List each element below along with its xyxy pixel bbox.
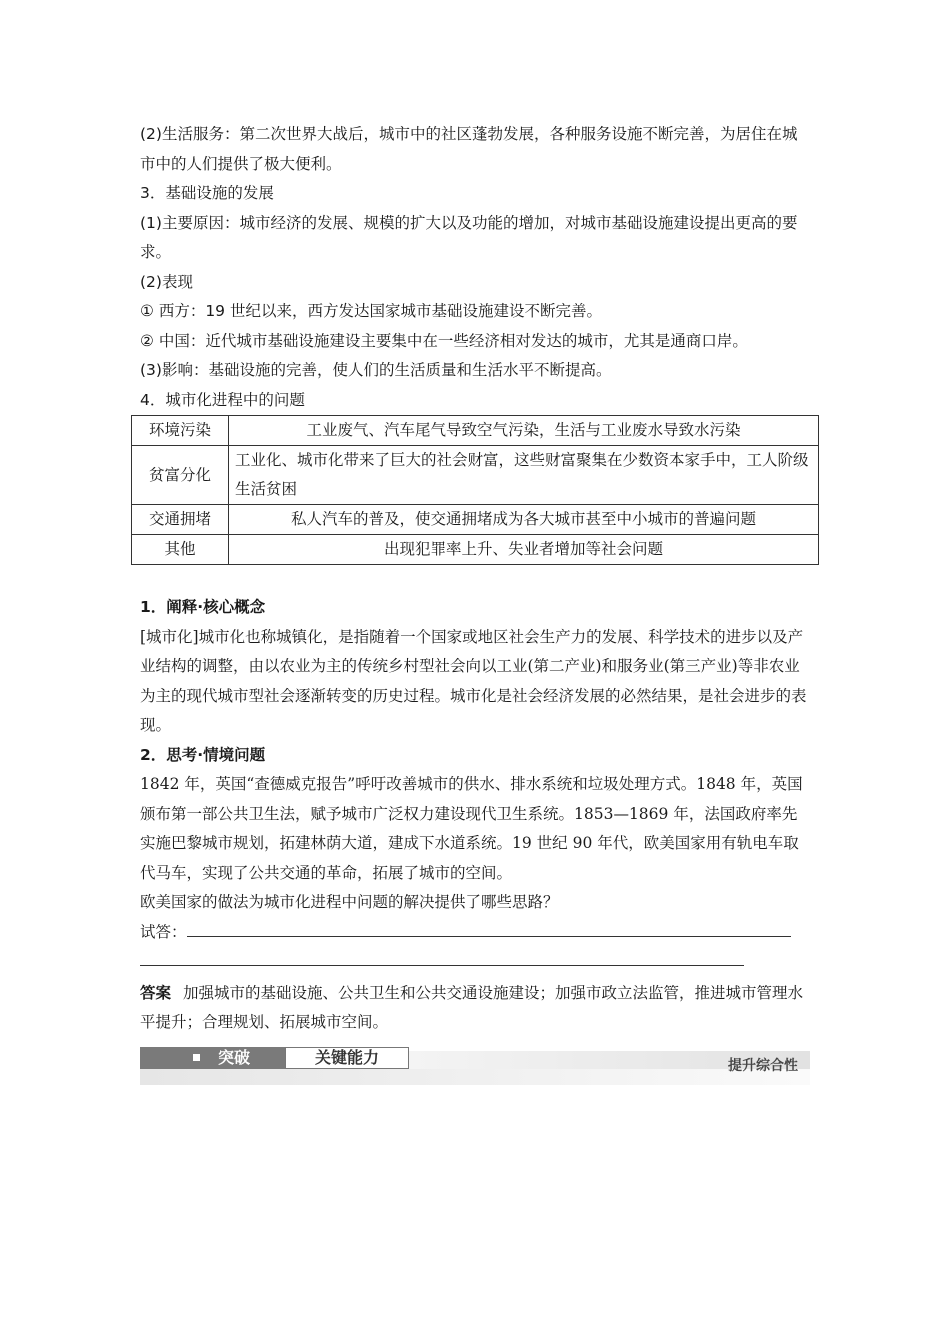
table-cell-value: 私人汽车的普及，使交通拥堵成为各大城市甚至中小城市的普遍问题 bbox=[229, 505, 819, 535]
table-cell-value: 出现犯罪率上升、失业者增加等社会问题 bbox=[229, 535, 819, 565]
square-bullet-icon bbox=[193, 1054, 200, 1061]
table-row bbox=[132, 446, 819, 505]
table-cell-value: 工业化、城市化带来了巨大的社会财富，这些财富聚集在少数资本家手中，工人阶级生活贫困 bbox=[229, 446, 819, 505]
paragraph-china: ② 中国：近代城市基础设施建设主要集中在一些经济相对发达的城市，尤其是通商口岸。 bbox=[140, 331, 748, 350]
heading-infrastructure: 3．基础设施的发展 bbox=[140, 184, 274, 202]
table-cell-key: 其他 bbox=[132, 535, 229, 565]
banner-left-label: 突破 bbox=[218, 1048, 251, 1067]
table-cell-key: 环境污染 bbox=[132, 416, 229, 446]
table-row bbox=[132, 505, 819, 535]
table-row bbox=[132, 535, 819, 565]
section-banner bbox=[140, 1047, 810, 1085]
paragraph-performance: (2)表现 bbox=[140, 272, 193, 291]
paragraph-west: ① 西方：19 世纪以来，西方发达国家城市基础设施建设不断完善。 bbox=[140, 302, 602, 320]
paragraph-main-reason: (1)主要原因：城市经济的发展、规模的扩大以及功能的增加，对城市基础设施建设提出更高的要求。 bbox=[140, 213, 798, 261]
banner-tab-label: 关键能力 bbox=[314, 1048, 379, 1067]
table-cell-key: 交通拥堵 bbox=[132, 505, 229, 535]
answer-input-line-2[interactable] bbox=[140, 949, 744, 966]
heading-core-concept: 1．阐释·核心概念 bbox=[140, 598, 266, 616]
document-body bbox=[140, 120, 810, 1038]
heading-scenario: 2．思考·情境问题 bbox=[140, 745, 266, 764]
banner-right-label: 提升综合性 bbox=[728, 1058, 798, 1074]
paragraph-effect: (3)影响：基础设施的完善，使人们的生活质量和生活水平不断提高。 bbox=[140, 361, 612, 379]
table-cell-value: 工业废气、汽车尾气导致空气污染，生活与工业废水导致水污染 bbox=[229, 416, 819, 446]
paragraph-scenario: 1842 年，英国“查德威克报告”呼吁改善城市的供水、排水系统和垃圾处理方式。1848 年，英国颁布第一部公共卫生法，赋予城市广泛权力建设现代卫生系统。1853—1869 年，法国政府率先实施巴黎城市规划，拓建林荫大道，建成下水道系统。19 世纪 90 年代，欧美国家用有轨电车取代马车，实现了公共交通的革命，拓展了城市的空间。 bbox=[140, 775, 803, 882]
paragraph-answer bbox=[140, 979, 810, 1038]
answer-attempt-line-2 bbox=[140, 947, 810, 977]
problems-table bbox=[131, 415, 819, 565]
answer-attempt-line bbox=[140, 918, 810, 948]
answer-input-line-1[interactable] bbox=[187, 920, 791, 937]
try-label: 试答： bbox=[140, 922, 187, 941]
banner-dark-bar bbox=[140, 1047, 285, 1069]
paragraph-question: 欧美国家的做法为城市化进程中问题的解决提供了哪些思路？ bbox=[140, 893, 559, 911]
paragraph-concept: [城市化]城市化也称城镇化，是指随着一个国家或地区社会生产力的发展、科学技术的进步以及产业结构的调整，由以农业为主的传统乡村型社会向以工业(第二产业)和服务业(第三产业)等非农业为主的现代城市型社会逐渐转变的历史过程。城市化是社会经济发展的必然结果，是社会进步的表现。 bbox=[140, 627, 807, 734]
heading-problems: 4．城市化进程中的问题 bbox=[140, 390, 305, 409]
answer-label: 答案 bbox=[140, 983, 172, 1002]
table-cell-key: 贫富分化 bbox=[132, 446, 229, 505]
paragraph-life-service: (2)生活服务：第二次世界大战后，城市中的社区蓬勃发展，各种服务设施不断完善，为居住在城市中的人们提供了极大便利。 bbox=[140, 125, 798, 173]
answer-text: 加强城市的基础设施、公共卫生和公共交通设施建设；加强市政立法监管，推进城市管理水平提升；合理规划、拓展城市空间。 bbox=[140, 983, 804, 1031]
table-row bbox=[132, 416, 819, 446]
banner-tab bbox=[285, 1047, 409, 1069]
